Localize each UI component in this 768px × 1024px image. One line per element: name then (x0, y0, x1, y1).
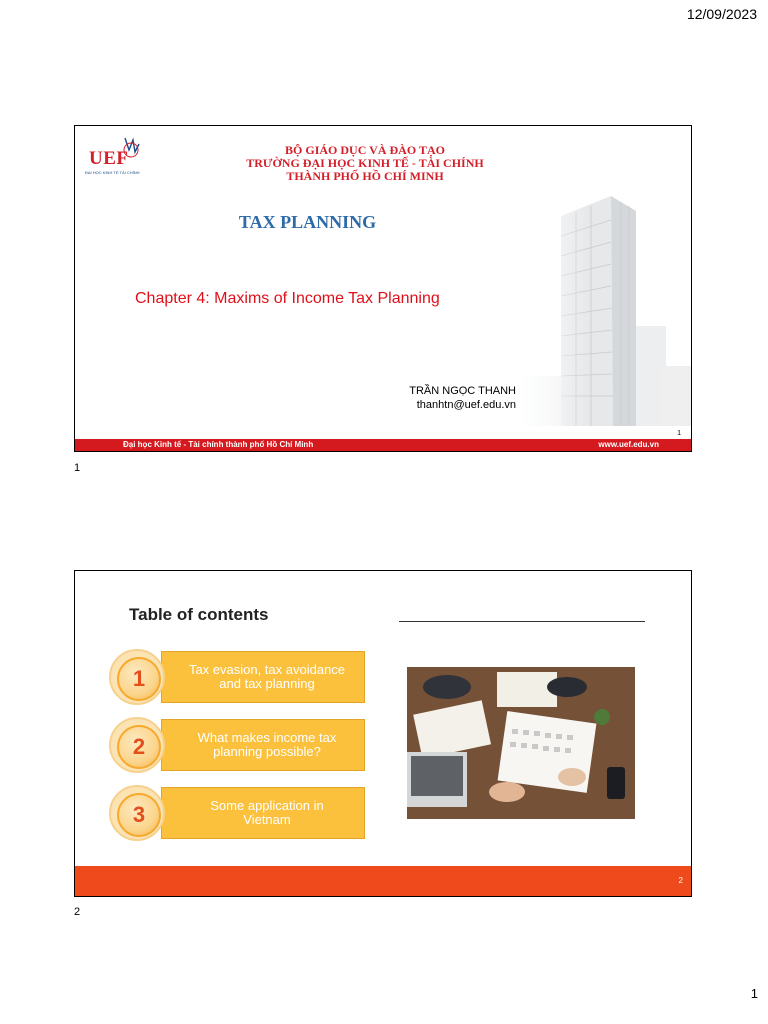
chapter-title: Chapter 4: Maxims of Income Tax Planning (135, 290, 440, 307)
slide-2 (74, 570, 692, 897)
toc-number: 3 (117, 793, 161, 837)
ministry-line-3: THÀNH PHỐ HỒ CHÍ MINH (286, 169, 444, 183)
ministry-line-2: TRƯỜNG ĐẠI HỌC KINH TẾ - TÀI CHÍNH (246, 156, 484, 170)
slide-caption-2: 2 (74, 906, 81, 918)
toc-number: 1 (117, 657, 161, 701)
toc-divider (399, 621, 645, 622)
toc-item-1 (109, 651, 369, 703)
toc-item-2 (109, 719, 369, 771)
footer-bar (75, 439, 691, 451)
author-email: thanhtn@uef.edu.vn (416, 399, 516, 411)
course-title: TAX PLANNING (238, 212, 377, 232)
page-date: 12/09/2023 (686, 6, 757, 22)
toc-title: Table of contents (129, 605, 269, 624)
footer-university: Đại học Kinh tế - Tài chính thành phố Hồ Chí Minh (123, 440, 314, 449)
logo-text: UEF (89, 148, 129, 169)
meeting-photo (407, 667, 635, 819)
author-block (409, 384, 516, 412)
toc-number-badge (109, 649, 165, 705)
slide-number: 1 (677, 430, 681, 437)
toc-item-label: What makes income tax planning possible? (161, 719, 365, 771)
page-number: 1 (750, 986, 758, 1001)
toc-item-3 (109, 787, 369, 839)
toc-item-label: Tax evasion, tax avoidance and tax planning (161, 651, 365, 703)
footer-website: www.uef.edu.vn (598, 440, 659, 449)
slide-bottom-bar (75, 866, 691, 896)
toc-number-badge (109, 785, 165, 841)
slide-1 (74, 125, 692, 452)
toc-item-label: Some application in Vietnam (161, 787, 365, 839)
logo-subtitle: ĐẠI HỌC KINH TẾ TÀI CHÍNH (85, 170, 140, 175)
building-image (521, 176, 691, 431)
toc-number-badge (109, 717, 165, 773)
slide-number: 2 (678, 876, 683, 885)
toc-number: 2 (117, 725, 161, 769)
slide-caption-1: 1 (74, 462, 81, 474)
author-name: TRẦN NGỌC THANH (409, 385, 516, 397)
ministry-line-1: BỘ GIÁO DỤC VÀ ĐÀO TẠO (285, 143, 445, 157)
